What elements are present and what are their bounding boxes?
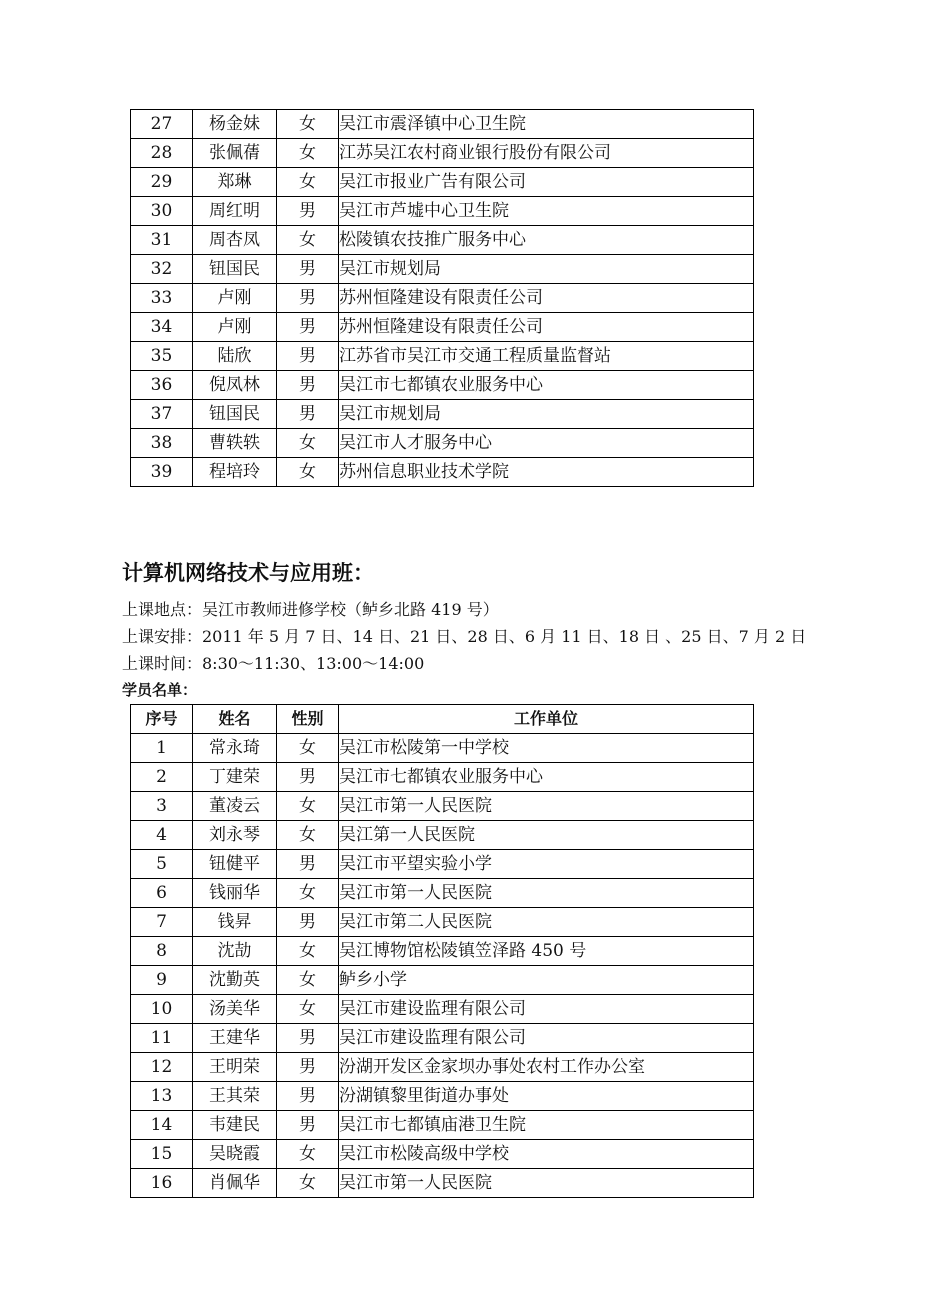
cell-unit: 吴江市报业广告有限公司 [339,168,754,197]
cell-no: 36 [131,371,193,400]
header-no: 序号 [131,705,193,734]
cell-no: 39 [131,458,193,487]
cell-unit: 吴江市松陵第一中学校 [339,734,754,763]
cell-unit: 汾湖镇黎里街道办事处 [339,1082,754,1111]
cell-name: 王建华 [193,1024,277,1053]
cell-gender: 女 [277,792,339,821]
roster-table-header [131,705,754,734]
table-row [131,400,754,429]
table-row [131,792,754,821]
cell-unit: 苏州信息职业技术学院 [339,458,754,487]
cell-no: 11 [131,1024,193,1053]
cell-no: 29 [131,168,193,197]
cell-no: 30 [131,197,193,226]
roster-table-body [131,110,754,487]
cell-unit: 吴江市七都镇农业服务中心 [339,763,754,792]
roster-heading: 学员名单： [122,681,198,699]
cell-unit: 吴江市建设监理有限公司 [339,995,754,1024]
cell-name: 钮国民 [193,255,277,284]
cell-unit: 吴江市建设监理有限公司 [339,1024,754,1053]
cell-no: 4 [131,821,193,850]
cell-no: 5 [131,850,193,879]
cell-name: 刘永琴 [193,821,277,850]
table-row [131,313,754,342]
class-location: 上课地点：吴江市教师进修学校（鲈乡北路 419 号） [122,600,499,619]
cell-no: 9 [131,966,193,995]
cell-unit: 苏州恒隆建设有限责任公司 [339,313,754,342]
table-row [131,284,754,313]
cell-unit: 吴江市规划局 [339,255,754,284]
cell-unit: 吴江市第二人民医院 [339,908,754,937]
table-row [131,1140,754,1169]
cell-gender: 女 [277,995,339,1024]
cell-gender: 男 [277,1053,339,1082]
cell-name: 倪凤林 [193,371,277,400]
cell-unit: 吴江市七都镇庙港卫生院 [339,1111,754,1140]
cell-no: 35 [131,342,193,371]
cell-gender: 男 [277,1111,339,1140]
cell-gender: 女 [277,821,339,850]
cell-no: 3 [131,792,193,821]
cell-gender: 女 [277,168,339,197]
cell-no: 8 [131,937,193,966]
cell-unit: 汾湖开发区金家坝办事处农村工作办公室 [339,1053,754,1082]
cell-no: 27 [131,110,193,139]
cell-unit: 吴江市第一人民医院 [339,879,754,908]
cell-gender: 男 [277,908,339,937]
cell-unit: 松陵镇农技推广服务中心 [339,226,754,255]
cell-unit: 吴江市松陵高级中学校 [339,1140,754,1169]
table-row [131,458,754,487]
table-row [131,879,754,908]
cell-name: 韦建民 [193,1111,277,1140]
cell-name: 钮国民 [193,400,277,429]
cell-gender: 女 [277,734,339,763]
cell-no: 2 [131,763,193,792]
cell-gender: 女 [277,458,339,487]
table-row [131,937,754,966]
cell-unit: 苏州恒隆建设有限责任公司 [339,284,754,313]
table-row [131,255,754,284]
roster-table-body [131,734,754,1198]
cell-no: 10 [131,995,193,1024]
section-title: 计算机网络技术与应用班： [122,561,374,585]
table-row [131,1024,754,1053]
cell-name: 张佩蒨 [193,139,277,168]
cell-unit: 吴江博物馆松陵镇笠泽路 450 号 [339,937,754,966]
cell-no: 7 [131,908,193,937]
header-gender: 性别 [277,705,339,734]
table-row [131,197,754,226]
cell-unit: 吴江第一人民医院 [339,821,754,850]
cell-gender: 男 [277,371,339,400]
cell-name: 钱昇 [193,908,277,937]
cell-unit: 吴江市平望实验小学 [339,850,754,879]
table-row [131,371,754,400]
table-row [131,168,754,197]
cell-no: 32 [131,255,193,284]
cell-name: 卢刚 [193,313,277,342]
table-row [131,966,754,995]
cell-name: 钱丽华 [193,879,277,908]
cell-no: 1 [131,734,193,763]
cell-name: 钮健平 [193,850,277,879]
cell-no: 14 [131,1111,193,1140]
cell-gender: 男 [277,342,339,371]
cell-name: 沈勤英 [193,966,277,995]
cell-unit: 吴江市芦墟中心卫生院 [339,197,754,226]
cell-gender: 女 [277,110,339,139]
cell-unit: 吴江市七都镇农业服务中心 [339,371,754,400]
cell-no: 37 [131,400,193,429]
table-row [131,850,754,879]
cell-gender: 男 [277,197,339,226]
cell-unit: 吴江市规划局 [339,400,754,429]
table-row [131,1169,754,1198]
cell-unit: 吴江市第一人民医院 [339,792,754,821]
cell-gender: 女 [277,1169,339,1198]
cell-gender: 女 [277,937,339,966]
cell-name: 程培玲 [193,458,277,487]
cell-unit: 吴江市震泽镇中心卫生院 [339,110,754,139]
cell-name: 周杏凤 [193,226,277,255]
cell-no: 34 [131,313,193,342]
cell-no: 16 [131,1169,193,1198]
cell-name: 吴晓霞 [193,1140,277,1169]
cell-name: 陆欣 [193,342,277,371]
cell-name: 杨金妹 [193,110,277,139]
cell-name: 王明荣 [193,1053,277,1082]
table-row [131,342,754,371]
cell-name: 周红明 [193,197,277,226]
class-time: 上课时间：8:30～11:30、13:00～14:00 [122,654,425,673]
table-row [131,1053,754,1082]
cell-name: 曹轶轶 [193,429,277,458]
cell-name: 王其荣 [193,1082,277,1111]
table-row [131,139,754,168]
table-row [131,226,754,255]
table-row [131,429,754,458]
cell-gender: 女 [277,879,339,908]
header-name: 姓名 [193,705,277,734]
header-row [131,705,754,734]
cell-name: 卢刚 [193,284,277,313]
cell-no: 13 [131,1082,193,1111]
table-row [131,995,754,1024]
header-unit: 工作单位 [339,705,754,734]
cell-unit: 江苏省市吴江市交通工程质量监督站 [339,342,754,371]
cell-name: 沈劼 [193,937,277,966]
cell-name: 肖佩华 [193,1169,277,1198]
cell-no: 28 [131,139,193,168]
cell-no: 15 [131,1140,193,1169]
cell-no: 6 [131,879,193,908]
cell-name: 郑琳 [193,168,277,197]
cell-gender: 男 [277,1082,339,1111]
table-row [131,1111,754,1140]
cell-unit: 江苏吴江农村商业银行股份有限公司 [339,139,754,168]
roster-table [130,704,754,1198]
cell-no: 38 [131,429,193,458]
table-row [131,734,754,763]
class-schedule: 上课安排：2011 年 5 月 7 日、14 日、21 日、28 日、6 月 11 日、18 日 、25 日、7 月 2 日 [122,627,807,646]
cell-unit: 吴江市第一人民医院 [339,1169,754,1198]
cell-name: 汤美华 [193,995,277,1024]
cell-unit: 鲈乡小学 [339,966,754,995]
cell-name: 常永琦 [193,734,277,763]
table-row [131,763,754,792]
cell-gender: 男 [277,763,339,792]
cell-name: 董凌云 [193,792,277,821]
cell-gender: 男 [277,400,339,429]
cell-no: 33 [131,284,193,313]
cell-gender: 男 [277,313,339,342]
cell-no: 31 [131,226,193,255]
cell-gender: 女 [277,429,339,458]
table-row [131,821,754,850]
cell-no: 12 [131,1053,193,1082]
cell-gender: 男 [277,255,339,284]
cell-name: 丁建荣 [193,763,277,792]
table-row [131,908,754,937]
cell-gender: 女 [277,966,339,995]
roster-table-continued [130,109,754,487]
cell-gender: 男 [277,1024,339,1053]
cell-gender: 女 [277,139,339,168]
cell-unit: 吴江市人才服务中心 [339,429,754,458]
table-row [131,110,754,139]
table-row [131,1082,754,1111]
cell-gender: 男 [277,850,339,879]
cell-gender: 女 [277,226,339,255]
cell-gender: 男 [277,284,339,313]
cell-gender: 女 [277,1140,339,1169]
